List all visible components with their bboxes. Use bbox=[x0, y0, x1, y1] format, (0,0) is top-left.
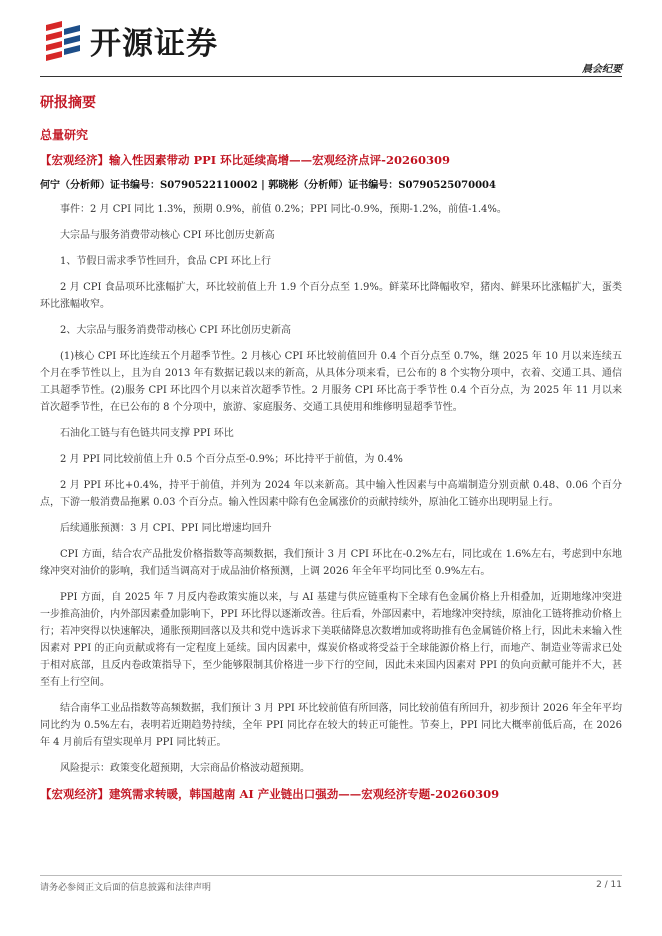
paragraph-body: 2 月 CPI 食品项环比涨幅扩大，环比较前值上升 1.9 个百分点至 1.9%。鲜菜环比降幅收窄，猪肉、鲜果环比涨幅扩大，蛋类环比涨幅收窄。 bbox=[40, 282, 622, 310]
paragraph-heading: 2 月 PPI 同比较前值上升 0.5 个百分点至-0.9%；环比持平于前值，为 0.4% bbox=[60, 454, 403, 465]
paragraph-body: CPI 方面，结合农产品批发价格指数等高频数据，我们预计 3 月 CPI 环比在-0.2%左右，同比或在 1.6%左右，考虑到中东地缘冲突对油价的影响，我们适当调高对于成品油价格预测，上调 2026 年全年平均同比至 0.9%左右。 bbox=[40, 549, 622, 577]
paragraph-heading: 1、节假日需求季节性回升，食品 CPI 环比上行 bbox=[60, 256, 272, 267]
paragraph-body: (1)核心 CPI 环比连续五个月超季节性。2 月核心 CPI 环比较前值回升 0.4 个百分点至 0.7%，继 2025 年 10 月以来连续五个月在季节性以上，且为自 2013 年有数据记载以来的新高，从具体分项来看，已公布的 8 个实物分项中，衣着、交通工具、通信工具超季节性。(2)服务 CPI 环比四个月以来首次超季节性。2 月服务 CPI 环比高于季节性 0.4 个百分点，为 2025 年 11 月以来首次超季节性，在已公布的 8 个分项中，旅游、家庭服务、交通工具使用和维修明显超季节性。 bbox=[40, 351, 622, 413]
brand-name: 开源证券 bbox=[90, 25, 218, 62]
report-title-text: 建筑需求转暖，韩国越南 AI 产业链出口强劲——宏观经济专题-20260309 bbox=[109, 787, 500, 801]
paragraph-body: 结合南华工业品指数等高频数据，我们预计 3 月 PPI 环比较前值有所回落，同比较前值有所回升，初步预计 2026 年全年平均同比约为 0.5%左右，表明若近期趋势持续，全年 PPI 同比存在较大的转正可能性。节奏上，PPI 同比大概率前低后高，在 2026 年 4 月前后有望实现单月 PPI 同比转正。 bbox=[40, 703, 622, 748]
report-authors: 何宁（分析师）证书编号：S0790522110002 | 郭晓彬（分析师）证书编号：S0790525070004 bbox=[40, 180, 496, 191]
report-tag: 【宏观经济】 bbox=[40, 787, 109, 801]
report-title-text: 输入性因素带动 PPI 环比延续高增——宏观经济点评-20260309 bbox=[109, 153, 450, 167]
paragraph-risk: 风险提示：政策变化超预期，大宗商品价格波动超预期。 bbox=[60, 763, 310, 774]
paragraph-heading: 大宗品与服务消费带动核心 CPI 环比创历史新高 bbox=[60, 230, 275, 241]
footer-disclaimer: 请务必参阅正文后面的信息披露和法律声明 bbox=[40, 883, 212, 893]
report-title-2 bbox=[40, 786, 622, 802]
document-type: 晨会纪要 bbox=[582, 64, 622, 75]
header-divider bbox=[40, 76, 622, 77]
paragraph-event: 事件：2 月 CPI 同比 1.3%，预期 0.9%，前值 0.2%；PPI 同比-0.9%，预期-1.2%，前值-1.4%。 bbox=[60, 204, 507, 215]
paragraph-heading: 后续通胀预测：3 月 CPI、PPI 同比增速均回升 bbox=[60, 523, 272, 534]
paragraph-body: 2 月 PPI 环比+0.4%，持平于前值，并列为 2024 年以来新高。其中输入性因素与中高端制造分别贡献 0.48、0.06 个百分点，下游一般消费品拖累 0.03 个百分点。输入性因素中除有色金属涨价的贡献持续外，原油化工链亦出现明显上行。 bbox=[40, 480, 622, 508]
sub-section-title: 总量研究 bbox=[40, 128, 89, 142]
page-number: 2 / 11 bbox=[596, 880, 622, 890]
footer-divider bbox=[40, 875, 622, 876]
paragraph-body: PPI 方面，自 2025 年 7 月反内卷政策实施以来，与 AI 基建与供应链重构下全球有色金属价格上升相叠加，近期地缘冲突进一步推高油价，内外部因素叠加影响下，PPI 环比得以逐渐改善。往后看，外部因素中，若地缘冲突持续，原油化工链将推动价格上行；若冲突得以快速解决，通胀预期回落以及共和党中选诉求下美联储降息次数增加或将助推有色金属链价格上行，因此未来输入性因素对 PPI 的正向贡献或将有一定程度上延续。国内因素中，煤炭价格或将受益于全球能源价格上行，而地产、制造业等需求已处于相对底部，且反内卷政策指导下，至少能够限制其价格进一步下行的空间，因此未来国内因素对 PPI 的负向贡献可能并不大，甚至有上行空间。 bbox=[40, 592, 622, 688]
section-title: 研报摘要 bbox=[40, 95, 96, 111]
paragraph-heading: 2、大宗品与服务消费带动核心 CPI 环比创历史新高 bbox=[60, 325, 292, 336]
report-tag: 【宏观经济】 bbox=[40, 153, 109, 167]
main-content bbox=[40, 86, 622, 810]
brand-logo bbox=[42, 18, 218, 62]
paragraph-heading: 石油化工链与有色链共同支撑 PPI 环比 bbox=[60, 428, 234, 439]
kaiyuan-logo-icon bbox=[42, 19, 82, 61]
page-header bbox=[0, 0, 662, 80]
report-title-1 bbox=[40, 152, 622, 168]
